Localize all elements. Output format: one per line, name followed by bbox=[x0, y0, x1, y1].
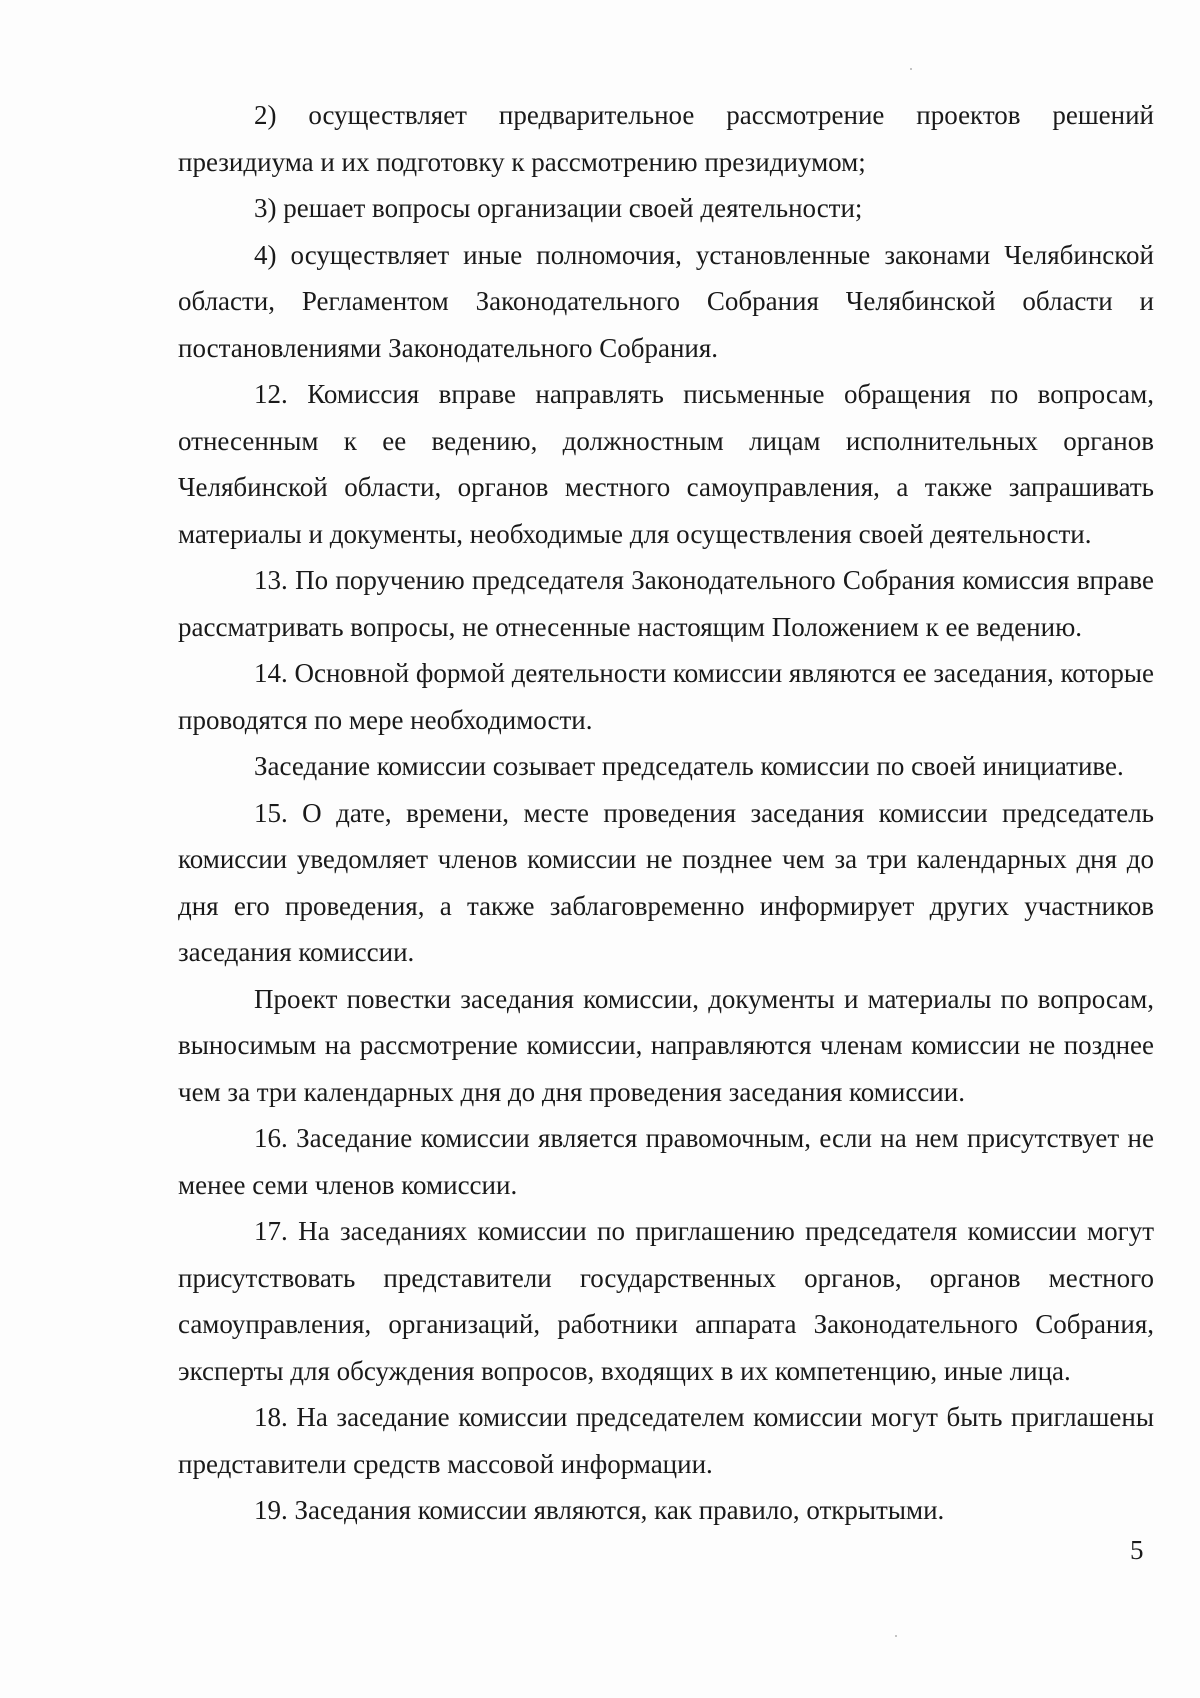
paragraph-item-2: 2) осуществляет предварительное рассмотрение проектов решений президиума и их подготовку к рассмотрению президиумом; bbox=[178, 100, 1154, 177]
paragraph-section-12: 12. Комиссия вправе направлять письменные обращения по вопросам, отнесенным к ее ведению, должностным лицам исполнительных органов Челябинской области, органов местного самоуправления, а также запрашивать материалы и документы, необходимые для осуществления своей деятельности. bbox=[178, 379, 1154, 549]
paragraph-section-15: 15. О дате, времени, месте проведения заседания комиссии председатель комиссии уведомляет членов комиссии не позднее чем за три календарных дня до дня его проведения, а также заблаговременно информирует других участников заседания комиссии. bbox=[178, 797, 1154, 967]
paragraph-item-4: 4) осуществляет иные полномочия, установленные законами Челябинской области, Регламентом Законодательного Собрания Челябинской области и постановлениями Законодательного Собрания. bbox=[178, 239, 1154, 363]
scan-speck bbox=[910, 68, 912, 70]
scan-speck bbox=[895, 1635, 897, 1637]
paragraph-section-14: 14. Основной формой деятельности комиссии являются ее заседания, которые проводятся по мере необходимости. bbox=[178, 658, 1155, 735]
paragraph-section-13: 13. По поручению председателя Законодательного Собрания комиссия вправе рассматривать вопросы, не отнесенные настоящим Положением к ее ведению. bbox=[178, 565, 1154, 642]
paragraph-section-17: 17. На заседаниях комиссии по приглашению председателя комиссии могут присутствовать представители государственных органов, органов местного самоуправления, организаций, работники аппарата Законодательного Собрания, эксперты для обсуждения вопросов, входящих в их компетенцию, иные лица. bbox=[178, 1216, 1154, 1386]
body-text bbox=[178, 92, 1154, 1534]
paragraph-item-3: 3) решает вопросы организации своей деятельности; bbox=[254, 193, 863, 223]
paragraph-section-15-continued: Проект повестки заседания комиссии, документы и материалы по вопросам, выносимым на рассмотрение комиссии, направляются членам комиссии не позднее чем за три календарных дня до дня проведения заседания комиссии. bbox=[178, 983, 1154, 1107]
paragraph-section-14-continued: Заседание комиссии созывает председатель комиссии по своей инициативе. bbox=[254, 751, 1124, 781]
paragraph-section-16: 16. Заседание комиссии является правомочным, если на нем присутствует не менее семи членов комиссии. bbox=[178, 1123, 1154, 1200]
page-number: 5 bbox=[1130, 1535, 1144, 1565]
paragraph-section-18: 18. На заседание комиссии председателем комиссии могут быть приглашены представители средств массовой информации. bbox=[178, 1402, 1154, 1479]
paragraph-section-19: 19. Заседания комиссии являются, как правило, открытыми. bbox=[254, 1495, 945, 1525]
